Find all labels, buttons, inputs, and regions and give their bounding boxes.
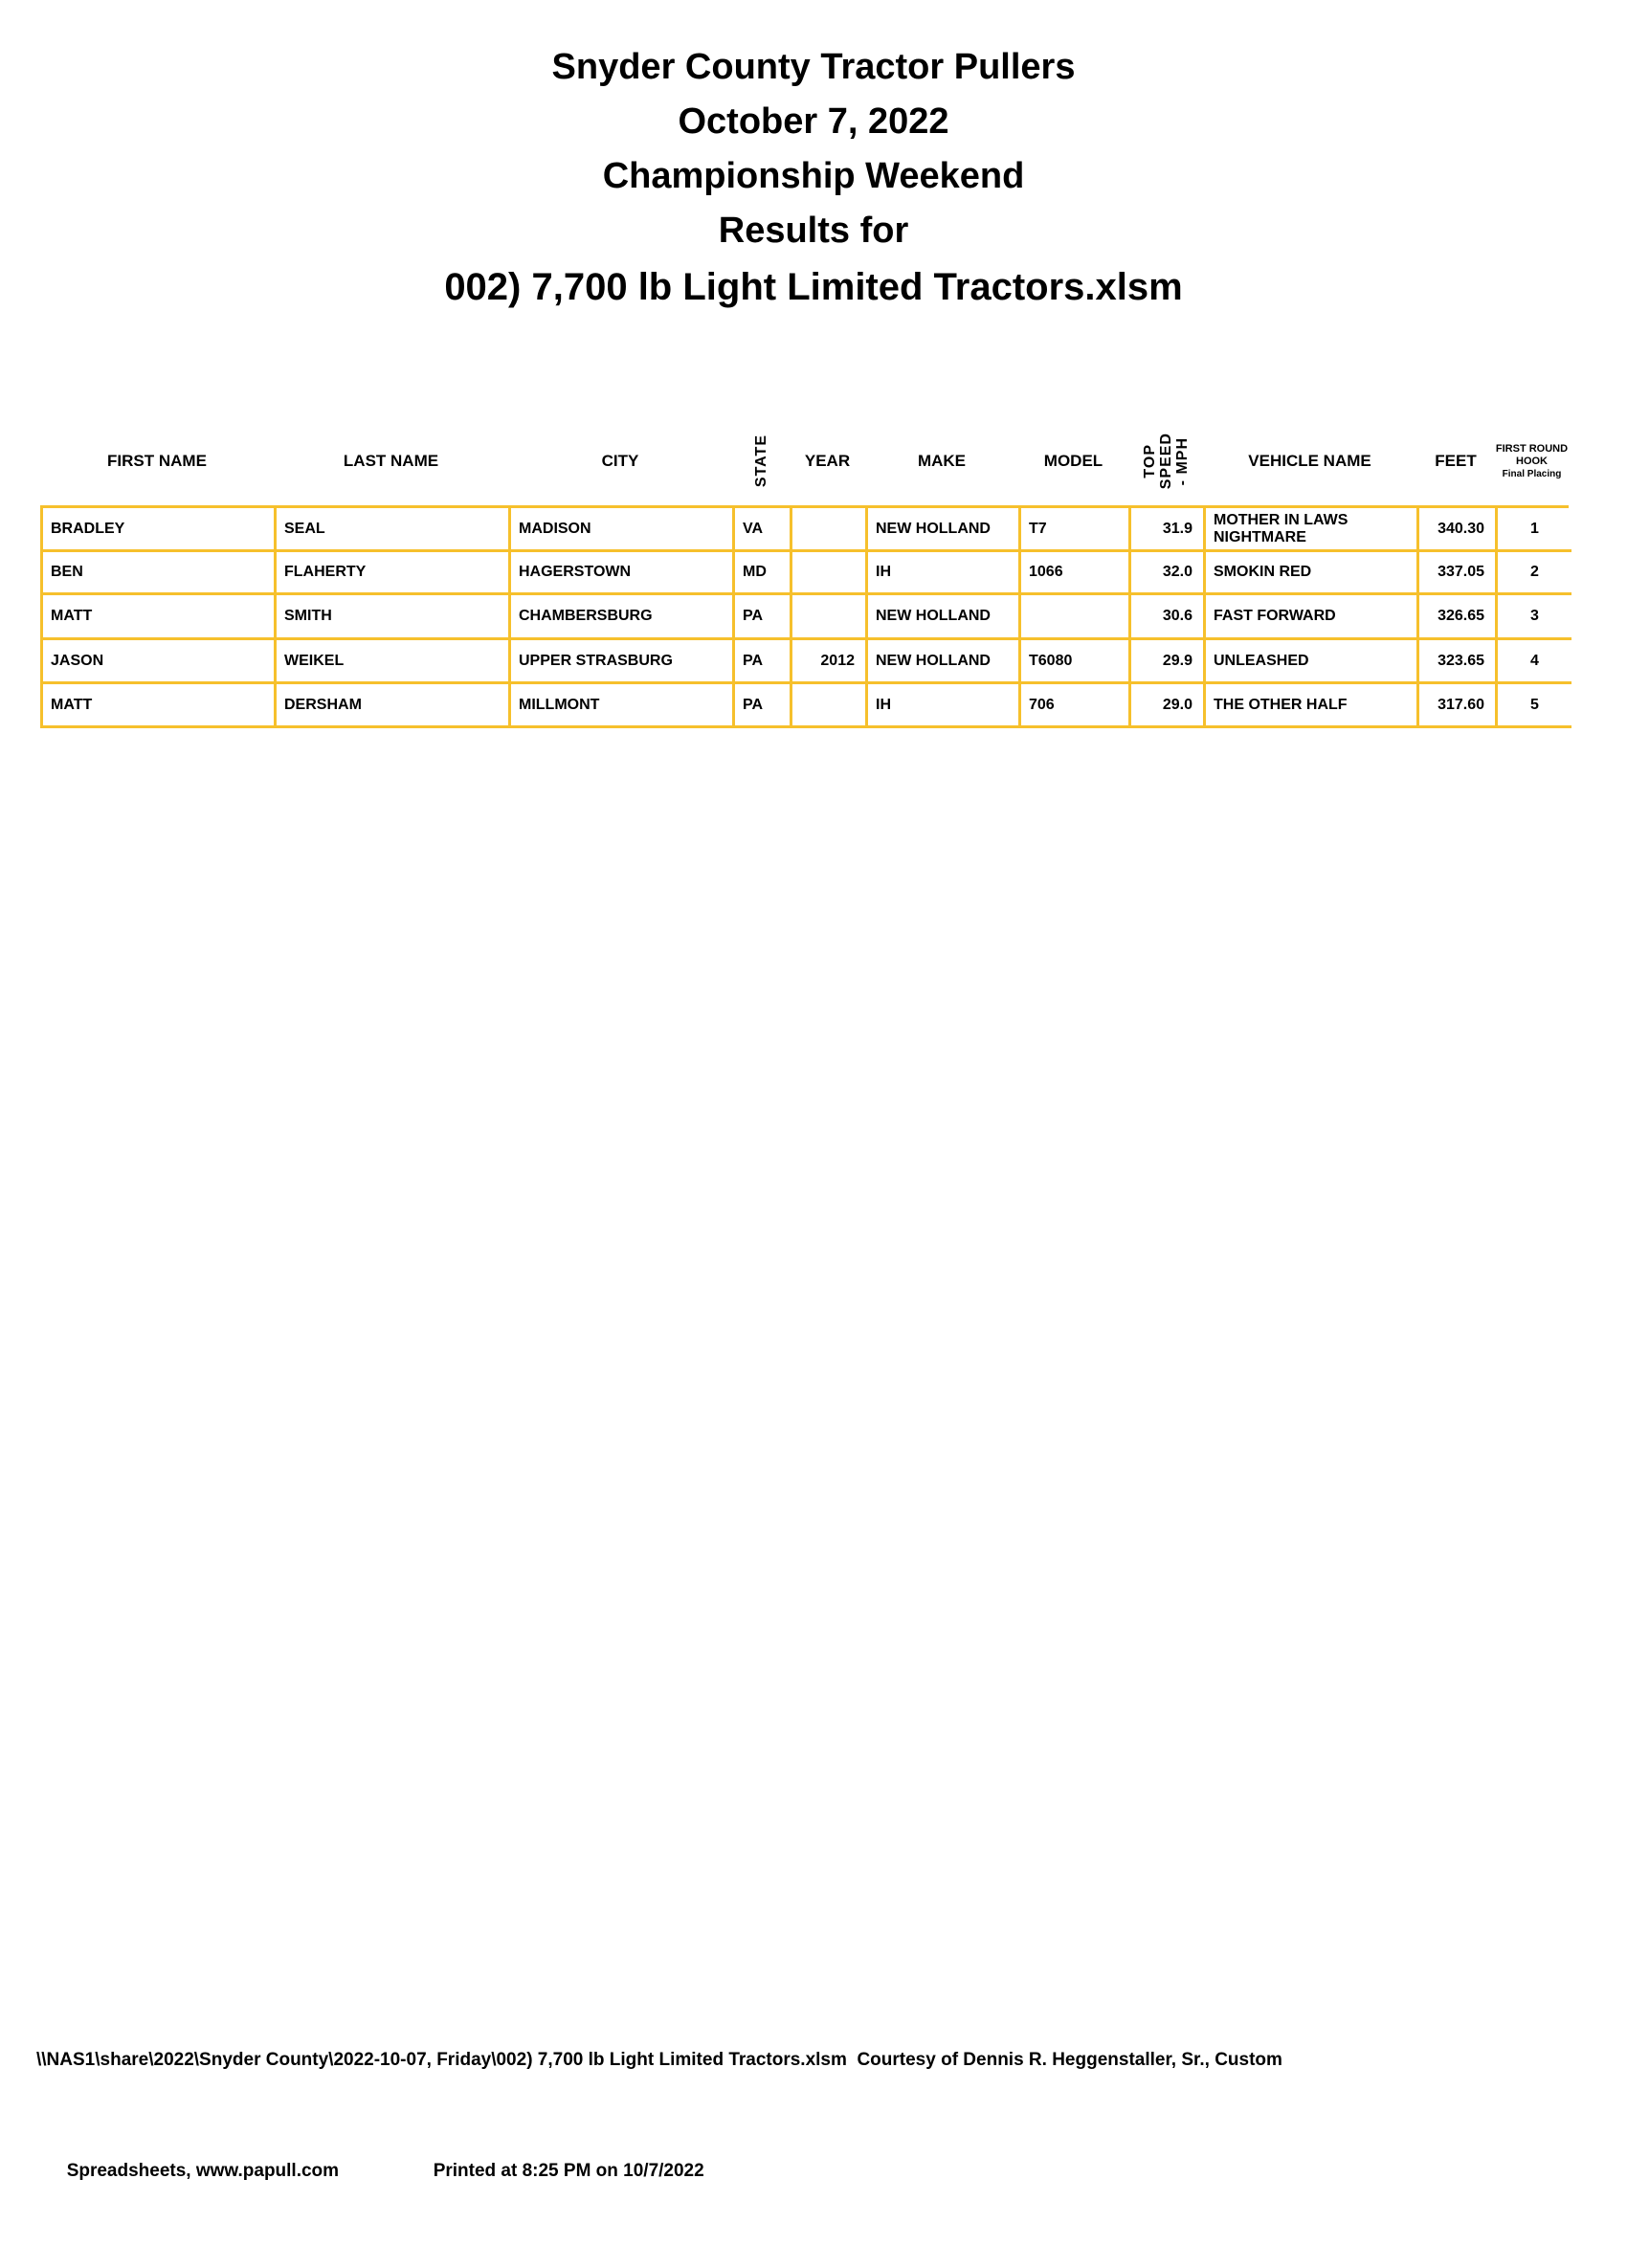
cell-model: 706 <box>1021 684 1131 728</box>
footer-printed-at: Printed at 8:25 PM on 10/7/2022 <box>433 2161 704 2181</box>
col-header-placing <box>1495 419 1569 503</box>
cell-top_speed: 29.9 <box>1131 640 1206 684</box>
state-rotated-label: STATE <box>752 434 769 488</box>
cell-year: 2012 <box>792 640 868 684</box>
cell-placing: 4 <box>1498 640 1571 684</box>
top-speed-rotated-line-2: SPEED <box>1157 433 1174 490</box>
cell-make: NEW HOLLAND <box>868 508 1021 552</box>
cell-make: IH <box>868 552 1021 595</box>
cell-placing: 5 <box>1498 684 1571 728</box>
cell-year <box>792 595 868 640</box>
class-filename: 002) 7,700 lb Light Limited Tractors.xlsm <box>444 266 1183 308</box>
cell-first_name: JASON <box>43 640 277 684</box>
cell-placing: 3 <box>1498 595 1571 640</box>
col-header-vehicle-name: VEHICLE NAME <box>1248 452 1371 470</box>
org-title: Snyder County Tractor Pullers <box>551 47 1076 87</box>
cell-first_name: BEN <box>43 552 277 595</box>
cell-state: PA <box>735 595 792 640</box>
footer-path-line: \\NAS1\share\2022\Snyder County\2022-10-07, Friday\002) 7,700 lb Light Limited Tractors.xlsm Courtesy of Dennis R. Heggenstaller, Sr., Custom <box>36 2050 1282 2070</box>
event-name: Championship Weekend <box>602 156 1025 196</box>
cell-vehicle_name: MOTHER IN LAWS NIGHTMARE <box>1206 508 1419 552</box>
col-header-year: YEAR <box>804 452 851 470</box>
cell-model <box>1021 595 1131 640</box>
cell-year <box>792 508 868 552</box>
cell-state: PA <box>735 684 792 728</box>
footer-print-line <box>36 2129 1587 2212</box>
cell-model: T6080 <box>1021 640 1131 684</box>
cell-last_name: SEAL <box>277 508 511 552</box>
cell-model: T7 <box>1021 508 1131 552</box>
cell-make: NEW HOLLAND <box>868 595 1021 640</box>
cell-vehicle_name: UNLEASHED <box>1206 640 1419 684</box>
col-header-make: MAKE <box>917 452 967 470</box>
results-for-label: Results for <box>718 211 909 251</box>
cell-top_speed: 29.0 <box>1131 684 1206 728</box>
col-header-top-speed <box>1128 419 1203 503</box>
cell-top_speed: 30.6 <box>1131 595 1206 640</box>
cell-make: NEW HOLLAND <box>868 640 1021 684</box>
cell-top_speed: 32.0 <box>1131 552 1206 595</box>
cell-placing: 1 <box>1498 508 1571 552</box>
cell-last_name: SMITH <box>277 595 511 640</box>
col-header-city: CITY <box>601 452 639 470</box>
col-header-last-name: LAST NAME <box>343 452 439 470</box>
footer-site-text: Spreadsheets, www.papull.com <box>66 2161 340 2181</box>
cell-vehicle_name: THE OTHER HALF <box>1206 684 1419 728</box>
cell-vehicle_name: SMOKIN RED <box>1206 552 1419 595</box>
cell-last_name: DERSHAM <box>277 684 511 728</box>
cell-placing: 2 <box>1498 552 1571 595</box>
cell-city: UPPER STRASBURG <box>511 640 735 684</box>
col-header-first-name: FIRST NAME <box>107 452 207 470</box>
report-footer <box>36 1990 1587 2268</box>
cell-first_name: MATT <box>43 684 277 728</box>
col-header-feet: FEET <box>1435 452 1477 470</box>
cell-feet: 337.05 <box>1419 552 1498 595</box>
cell-make: IH <box>868 684 1021 728</box>
cell-model: 1066 <box>1021 552 1131 595</box>
placing-label-line-1: FIRST ROUND <box>1495 442 1569 455</box>
placing-label-line-3: Final Placing <box>1502 468 1562 479</box>
cell-feet: 340.30 <box>1419 508 1498 552</box>
cell-last_name: FLAHERTY <box>277 552 511 595</box>
table-header-row <box>40 419 1569 503</box>
cell-state: VA <box>735 508 792 552</box>
report-title-block <box>0 40 1627 316</box>
cell-year <box>792 552 868 595</box>
cell-vehicle_name: FAST FORWARD <box>1206 595 1419 640</box>
cell-city: CHAMBERSBURG <box>511 595 735 640</box>
cell-city: HAGERSTOWN <box>511 552 735 595</box>
cell-state: MD <box>735 552 792 595</box>
cell-first_name: BRADLEY <box>43 508 277 552</box>
cell-feet: 326.65 <box>1419 595 1498 640</box>
cell-feet: 317.60 <box>1419 684 1498 728</box>
cell-feet: 323.65 <box>1419 640 1498 684</box>
top-speed-rotated-line-3: - MPH <box>1173 436 1191 486</box>
cell-city: MADISON <box>511 508 735 552</box>
cell-year <box>792 684 868 728</box>
cell-last_name: WEIKEL <box>277 640 511 684</box>
col-header-state <box>732 419 790 503</box>
col-header-model: MODEL <box>1043 452 1103 470</box>
cell-top_speed: 31.9 <box>1131 508 1206 552</box>
top-speed-rotated-line-1: TOP <box>1141 444 1158 478</box>
event-date: October 7, 2022 <box>678 101 949 142</box>
cell-state: PA <box>735 640 792 684</box>
cell-city: MILLMONT <box>511 684 735 728</box>
cell-first_name: MATT <box>43 595 277 640</box>
placing-label-line-2: HOOK <box>1516 455 1548 467</box>
results-table <box>40 505 1569 728</box>
